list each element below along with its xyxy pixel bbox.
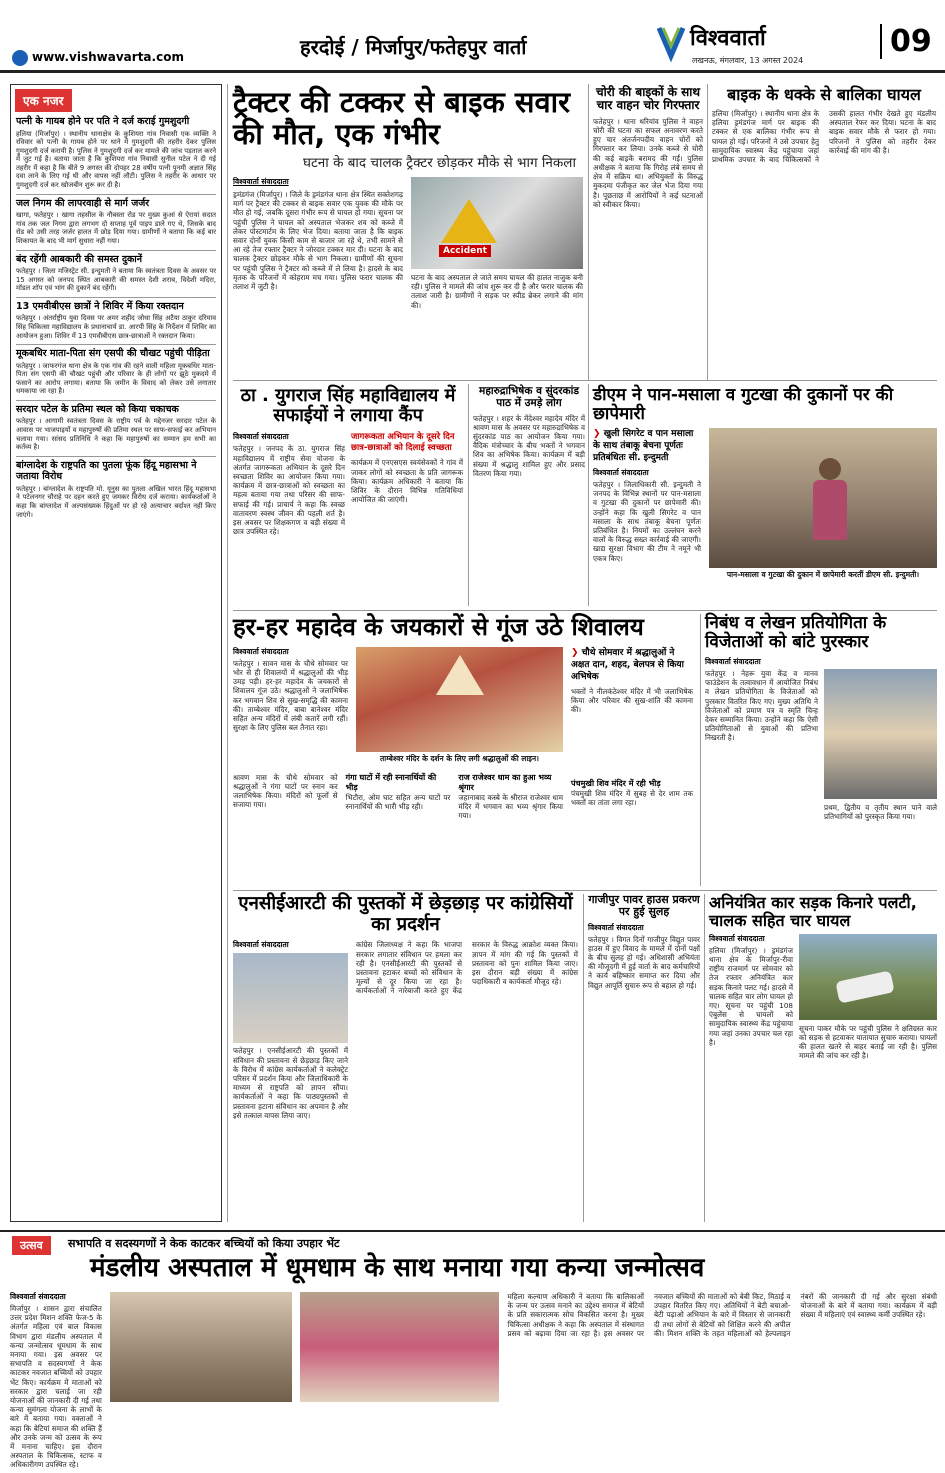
ek-nazar-item-body: फतेहपुर । बांग्लादेश के राष्ट्रपति मो. यूनुस का पुतला अखिल भारत हिंदू महासभा ने पटेलनगर चौराहे पर दहन करते हुए जमकर विरोध दर्ज कराया। कार्यकर्ताओं ने कहा कि बांग्लादेश में अल्पसंख्यक हिंदुओं पर हो रहे अत्याचार बर्दाश्त नहीं किए जाएंगे। (16, 484, 216, 519)
car-body-cont: सूचना पाकर मौके पर पहुंची पुलिस ने क्षतिग्रस्त कार को सड़क से हटवाकर यातायात सुचारु कराया। घायलों की हालत खतरे से बाहर बताई जा रही है। पुलिस मामले की जांच कर रही है। (799, 1023, 938, 1061)
ek-nazar-item-body: खागा, फतेहपुर । खागा तहसील के नौबस्ता रोड पर मुख्य कुआं से ऐरायां सदात गांव तक जल निगम द्वारा लगभग दो सप्ताह पूर्व पाइप डाले गए थे, जिसके बाद रोड को उसी तरह जर्जर हालत में छोड़ दिया गया। ग्रामीणों ने बताया कि कई बार शिकायत के बाद भी मार्ग सुधारा नहीं गया। (16, 211, 216, 245)
dm-bullet-text: खुली सिगरेट व पान मसाला के साथ तंबाकू बेचना पूर्णतः प्रतिबंधितः सी. इन्दुमती (593, 429, 694, 464)
bullet-icon: ❯ (593, 429, 604, 440)
car-icon (835, 970, 894, 1003)
lead-headline[interactable]: ट्रैक्टर की टक्कर से बाइक सवार की मौत, एक गंभीर (233, 85, 571, 152)
nibandh-headline[interactable]: निबंध व लेखन प्रतियोगिता के विजेताओं को बांटे पुरस्कार (705, 613, 887, 653)
nibandh-story (705, 614, 937, 886)
chori-headline[interactable]: चोरी की बाइकों के साथ चार वाहन चोर गिरफ्तार (595, 85, 701, 113)
masthead-rule (0, 70, 945, 73)
utsav-body: मिर्जापुर । शासन द्वारा संचालित उत्तर प्रदेश मिशन शक्ति फेज-5 के अंतर्गत महिला एवं बाल विकास विभाग द्वारा मंडलीय अस्पताल में कन्या जन्मोत्सव धूमधाम के साथ मनाया गया। इस अवसर पर सभापति व सदस्यगणों ने केक काटकर नवजात बच्चियों को उपहार भेंट किए। कार्यक्रम में माताओं को सरकार द्वारा चलाई जा रही योजनाओं की जानकारी दी गई तथा कन्या सुमंगला योजना के लाभों के बारे में बताया गया। वक्ताओं ने कहा कि बेटियां समाज की शक्ति हैं और उनके जन्म को उत्सव के रूप में मनाना चाहिए। इस दौरान अस्पताल के चिकित्सक, स्टाफ व अधिकारीगण उपस्थित रहे। (10, 1304, 102, 1470)
ek-nazar-item-title[interactable]: सरदार पटेल के प्रतिमा स्थल को किया चकाचक (16, 400, 216, 416)
lead-subhead: घटना के बाद चालक ट्रैक्टर छोड़कर मौके से भाग निकला (303, 154, 576, 171)
dateline: लखनऊ, मंगलवार, 13 अगस्त 2024 (692, 56, 804, 65)
camp-body: फतेहपुर । जनपद के ठा. युगराज सिंह महाविद्यालय में राष्ट्रीय सेवा योजना के अंतर्गत जागरूकता अभियान के दूसरे दिन स्वच्छता शिविर का आयोजन किया गया। कार्यक्रम में छात्र-छात्राओं को स्वच्छता का महत्व बताया गया तथा परिसर की साफ-सफाई की गई। प्राचार्य ने कहा कि स्वच्छ वातावरण स्वस्थ जीवन की पहली शर्त है। इस अवसर पर शिक्षकगण व बड़ी संख्या में छात्र उपस्थित रहे। (233, 444, 345, 537)
shivalay-body-3: भिटौरा, ओम घाट सहित अन्य घाटों पर स्नानार्थियों की भारी भीड़ रही। (345, 792, 451, 812)
divider (227, 84, 228, 1222)
camp-body-cont: कार्यक्रम में एनएसएस स्वयंसेवकों ने गांव में जाकर लोगों को स्वच्छता के प्रति जागरूक किया। कार्यक्रम अधिकारी ने बताया कि शिविर के दौरान विभिन्न गतिविधियां आयोजित की जाएंगी। (351, 458, 463, 505)
utsav-story (10, 1292, 937, 1468)
balika-story (712, 86, 936, 378)
shivalay-sub1: पंचमुखी शिव मंदिर में रही भीड़ (571, 778, 661, 788)
lead-byline: विश्ववार्ता संवाददाता (233, 176, 289, 186)
divider (588, 384, 589, 606)
ek-nazar-item-title[interactable]: बांग्लादेश के राष्ट्रपति का पुतला फूंक हिंदू महासभा ने जताया विरोध (16, 456, 216, 483)
utsav-photo-1 (110, 1292, 292, 1402)
page-number: 09 (880, 24, 932, 59)
divider (233, 890, 937, 891)
utsav-headline[interactable]: मंडलीय अस्पताल में धूमधाम के साथ मनाया गया कन्या जन्मोत्सव (90, 1253, 705, 1283)
ek-nazar-item (16, 400, 216, 452)
brand-logo-text: विश्ववार्ता (690, 26, 766, 51)
shivalay-body-2: श्रावण मास के चौथे सोमवार को श्रद्धालुओं ने गंगा घाटों पर स्नान कर जलाभिषेक किया। मंदिरों को फूलों से सजाया गया। (233, 772, 338, 810)
site-logo-icon (12, 50, 28, 66)
camp-story (233, 386, 463, 606)
shivalay-body: फतेहपुर । सावन मास के चौथे सोमवार पर भोर से ही शिवालयों में श्रद्धालुओं की भीड़ उमड़ पड़ी। हर-हर महादेव के जयकारों से शिवालय गूंज उठे। श्रद्धालुओं ने जलाभिषेक कर भगवान शिव से सुख-समृद्धि की कामना की। ताम्बेश्वर मंदिर, बाबा बानेश्वर मंदिर सहित अन्य मंदिरों में लंबी कतारें लगी रहीं। सुरक्षा के लिए पुलिस बल तैनात रहा। (233, 658, 348, 733)
car-story (709, 894, 937, 1222)
lead-body: ड्रमंडगंज (मिर्जापुर) । जिले के ड्रमंडगंज थाना क्षेत्र स्थित सक्तेशगढ़ मार्ग पर ट्रैक्टर की टक्कर से बाइक सवार एक युवक की मौके पर मौत हो गई, जबकि दूसरा गंभीर रूप से घायल हो गया। सूचना पर पहुंची पुलिस ने घायल को अस्पताल भेजकर शव को कब्जे में लेकर पोस्टमार्टम के लिए भेज दिया। बताया जाता है कि बाइक सवार दोनों युवक किसी काम से बाजार जा रहे थे, तभी सामने से आ रहे तेज रफ्तार ट्रैक्टर ने जोरदार टक्कर मार दी। घटना के बाद चालक ट्रैक्टर छोड़कर मौके से भाग निकला। ग्रामीणों की सूचना पर पहुंची पुलिस ने ट्रैक्टर को कब्जे में ले लिया है। हादसे के बाद मृतक के परिजनों में कोहराम मच गया। पुलिस फरार चालक की तलाश में जुटी है। (233, 189, 404, 291)
ek-nazar-column (10, 84, 222, 1222)
ncert-body: फतेहपुर । एनसीईआरटी की पुस्तकों में संविधान की प्रस्तावना से छेड़छाड़ किए जाने के विरोध में कांग्रेस कार्यकर्ताओं ने कलेक्ट्रेट परिसर में प्रदर्शन किया और जिलाधिकारी के माध्यम से राष्ट्रपति को ज्ञापन सौंपा। कार्यकर्ताओं ने कहा कि पाठ्यपुस्तकों से प्रस्तावना हटाना संविधान का अपमान है और इसे तत्काल वापस लिया जाए। (233, 1046, 348, 1120)
car-headline[interactable]: अनियंत्रित कार सड़क किनारे पलटी, चालक सहित चार घायल (709, 893, 917, 930)
shivalay-headline[interactable]: हर-हर महादेव के जयकारों से गूंज उठे शिवालय (233, 613, 644, 641)
camp-headline[interactable]: ठा . युगराज सिंह महाविद्यालय में सफाईयों ने लगाया कैंप (240, 385, 456, 427)
nibandh-body-cont: प्रथम, द्वितीय व तृतीय स्थान पाने वाले प्रतिभागियों को पुरस्कृत किया गया। (824, 803, 937, 822)
rudrabhishek-story (473, 386, 585, 606)
utsav-label: उत्सव (12, 1236, 51, 1255)
divider (583, 894, 584, 1222)
balika-headline[interactable]: बाइक के धक्के से बालिका घायल (727, 85, 921, 104)
utsav-kicker: सभापति व सदस्यगणों ने केक काटकर बच्चियों को किया उपहार भेंट (68, 1237, 340, 1250)
shivalay-caption: ताम्बेश्वर मंदिर के दर्शन के लिए लगी श्रद्धालुओं की लाइन। (380, 753, 539, 763)
divider (588, 84, 589, 381)
shivalay-side-body-2: पंचमुखी शिव मंदिर में सुबह से देर शाम तक भक्तों का तांता लगा रहा। (571, 788, 693, 808)
divider (233, 610, 937, 611)
accident-photo (411, 177, 583, 269)
ek-nazar-item-body: फतेहपुर । जाफरगंज थाना क्षेत्र के एक गांव की रहने वाली महिला मूकबधिर माता-पिता संग एसपी की चौखट पहुंची और परिवार के ही लोगों पर झूठे मुकदमे में फंसाने का आरोप लगाया। बताया कि जमीन के विवाद को लेकर उसे लगातार धमकाया जा रहा है। (16, 361, 216, 396)
utsav-photo-2 (300, 1292, 500, 1402)
bullet-icon: ❯ (571, 647, 582, 658)
divider (707, 84, 708, 381)
ek-nazar-item-title[interactable]: जल निगम की लापरवाही से मार्ग जर्जर (16, 194, 216, 210)
ek-nazar-item (16, 250, 216, 293)
ncert-byline: विश्ववार्ता संवाददाता (233, 940, 289, 950)
dm-photo (709, 428, 937, 568)
ek-nazar-item-body: फतेहपुर । आगामी स्वतंत्रता दिवस के राष्ट्रीय पर्व के मद्देनजर सरदार पटेल के आवास पर भाजपाइयों व महापुरुषों की प्रतिमा स्थल पर साफ-सफाई कर अभियान चलाया गया। सांसद प्रतिनिधि ने कहा कि महापुरुषों का सम्मान हम सभी का कर्तव्य है। (16, 417, 216, 452)
ek-nazar-item (16, 456, 216, 519)
ncert-photo (233, 953, 348, 1043)
shivalay-bullet-text: चौथे सोमवार में श्रद्धालुओं ने अक्षत दान, शहद, बेलपत्र से किया अभिषेक (571, 647, 684, 682)
temple-icon (436, 655, 484, 695)
ek-nazar-item (16, 194, 216, 246)
camp-byline: विश्ववार्ता संवाददाता (233, 432, 289, 442)
shivalay-sub2: गंगा घाटों में रही स्नानार्थियों की भीड़ (345, 772, 437, 792)
dm-byline: विश्ववार्ता संवाददाता (593, 468, 649, 478)
car-body: हलिया (मिर्जापुर) । ड्रमंडगंज थाना क्षेत्र के मिर्जापुर-रीवा राष्ट्रीय राजमार्ग पर सोमवार को तेज रफ्तार अनियंत्रित कार सड़क किनारे पलट गई। हादसे में चालक सहित चार लोग घायल हो गए। सूचना पर पहुंची 108 एंबुलेंस से घायलों को सामुदायिक स्वास्थ्य केंद्र पहुंचाया गया जहां उनका उपचार चल रहा है। (709, 945, 793, 1047)
shivalay-story (233, 614, 695, 886)
ghazipur-story (588, 894, 700, 1222)
utsav-body-cont: महिला कल्याण अधिकारी ने बताया कि बालिकाओं के जन्म पर उत्सव मनाने का उद्देश्य समाज में बेटियों के प्रति सकारात्मक सोच विकसित करना है। मुख्य चिकित्सा अधीक्षक ने कहा कि अस्पताल में संस्थागत प्रसव को बढ़ावा दिया जा रहा है। इस अवसर पर नवजात बच्चियों की माताओं को बेबी किट, मिठाई व उपहार वितरित किए गए। अतिथियों ने बेटी बचाओ-बेटी पढ़ाओ अभियान के बारे में विस्तार से जानकारी दी तथा लोगों से बेटियों को शिक्षित करने की अपील की। मिशन शक्ति के तहत महिलाओं को हेल्पलाइन नंबरों की जानकारी दी गई और सुरक्षा संबंधी योजनाओं के बारे में बताया गया। कार्यक्रम में बड़ी संख्या में महिलाएं एवं स्वास्थ्य कर्मी उपस्थित रहे। (507, 1292, 937, 1338)
shivalay-photo (356, 647, 563, 752)
ek-nazar-item-body: फतेहपुर । जिला मजिस्ट्रेट सी. इन्दुमती ने बताया कि स्वतंत्रता दिवस के अवसर पर 15 अगस्त को जनपद स्थित आबकारी की समस्त देशी शराब, विदेशी मदिरा, मॉडल शॉप एवं भांग की दुकानें बंद रहेंगी। (16, 267, 216, 293)
ghazipur-body: फतेहपुर । विगत दिनों गाजीपुर विद्युत पावर हाउस में हुए विवाद के मामले में दोनों पक्षों के बीच सुलह हो गई। अधिशासी अभियंता की मौजूदगी में हुई वार्ता के बाद कर्मचारियों ने कार्य बहिष्कार समाप्त कर दिया और विद्युत आपूर्ति सुचारु रूप से बहाल हो गई। (588, 934, 700, 990)
ek-nazar-item-body: फतेहपुर । अंतर्राष्ट्रीय युवा दिवस पर अमर शहीद जोधा सिंह अटैया ठाकुर दरियाव सिंह चिकित्सा महाविद्यालय के प्रधानाचार्य डा. आरपी सिंह के निर्देशन में शिविर का आयोजन हुआ। शिविर में 13 एमवीबीएस छात्र-छात्राओं ने रक्तदान किया। (16, 314, 216, 340)
chori-story (593, 86, 703, 378)
dm-headline[interactable]: डीएम ने पान-मसाला व गुटखा की दुकानों पर की छापेमारी (593, 385, 894, 425)
ek-nazar-item (16, 344, 216, 396)
lead-story (233, 86, 583, 374)
ncert-headline[interactable]: एनसीईआरटी की पुस्तकों में छेड़छाड़ पर कांग्रेसियों का प्रदर्शन (238, 893, 573, 935)
nibandh-body: फतेहपुर । नेहरू युवा केंद्र व मानव फाउंडेशन के तत्वावधान में आयोजित निबंध व लेखन प्रतियोगिता के विजेताओं को पुरस्कार वितरित किए गए। मुख्य अतिथि ने विजेताओं को प्रमाण पत्र व स्मृति चिन्ह देकर सम्मानित किया। उन्होंने कहा कि ऐसी प्रतियोगिताओं से युवाओं की प्रतिभा निखरती है। (705, 669, 818, 743)
nibandh-byline: विश्ववार्ता संवाददाता (705, 657, 761, 667)
camp-pull-quote: जागरूकता अभियान के दूसरे दिन छात्र-छात्राओं को दिलाई स्वच्छता (351, 432, 455, 454)
section-title: हरदोई / मिर्जापुर/फतेहपुर वार्ता (300, 35, 527, 59)
divider (468, 384, 469, 606)
ncert-body-cont: कांग्रेस जिलाध्यक्ष ने कहा कि भाजपा सरकार लगातार संविधान पर हमला कर रही है। एनसीईआरटी की पुस्तकों से प्रस्तावना हटाकर बच्चों को संविधान के मूल्यों से दूर किया जा रहा है। कार्यकर्ताओं ने नारेबाजी करते हुए केंद्र सरकार के विरुद्ध आक्रोश व्यक्त किया। ज्ञापन में मांग की गई कि पुस्तकों में प्रस्तावना को पुनः शामिल किया जाए। इस दौरान बड़ी संख्या में कांग्रेस पदाधिकारी व कार्यकर्ता मौजूद रहे। (356, 940, 578, 996)
accident-sign-icon (441, 199, 497, 243)
chori-body: फतेहपुर । थाना थरियांव पुलिस ने वाहन चोरी की घटना का सफल अनावरण करते हुए चार अंतर्जनपदीय वाहन चोरों को गिरफ्तार कर लिया। उनके कब्जे से चोरी की कई बाइकें बरामद की गईं। पुलिस अधीक्षक ने बताया कि गिरोह लंबे समय से क्षेत्र में सक्रिय था। अभियुक्तों के विरुद्ध मुकदमा पंजीकृत कर जेल भेज दिया गया है। पूछताछ में आरोपियों ने कई घटनाओं को स्वीकार किया। (593, 116, 703, 209)
shivalay-side-body: भक्तों ने नीलकंठेश्वर मंदिर में भी जलाभिषेक किया और परिवार की सुख-शांति की कामना की। (571, 686, 693, 715)
ek-nazar-item-title[interactable]: बंद रहेंगी आबकारी की समस्त दुकानें (16, 250, 216, 266)
ncert-story (233, 894, 578, 1222)
ghazipur-byline: विश्ववार्ता संवाददाता (588, 922, 644, 932)
brand-logo-icon (657, 24, 685, 60)
ek-nazar-item-title[interactable]: मूकबधिर माता-पिता संग एसपी की चौखट पहुंची पीड़िता (16, 344, 216, 360)
dm-bullet (593, 428, 701, 464)
dm-person-icon (819, 458, 841, 480)
ek-nazar-item (16, 116, 216, 190)
utsav-top-rule (0, 1230, 945, 1232)
site-url[interactable]: www.vishwavarta.com (32, 50, 184, 64)
rudrabhishek-headline[interactable]: महारुद्राभिषेक व सुंदरकांड पाठ में उमड़े लोग (479, 385, 579, 409)
ek-nazar-item-title[interactable]: पत्नी के गायब होने पर पति ने दर्ज कराई गुमशुदगी (16, 116, 190, 127)
divider (700, 614, 701, 886)
ek-nazar-list (11, 116, 221, 519)
balika-body: हलिया (मिर्जापुर) । स्थानीय थाना क्षेत्र के हलिया ड्रमंडगंज मार्ग पर बाइक की टक्कर से एक बालिका गंभीर रूप से घायल हो गई। परिजनों ने उसे उपचार हेतु सामुदायिक स्वास्थ्य केंद्र पहुंचाया जहां प्राथमिक उपचार के बाद चिकित्सकों ने उसकी हालत गंभीर देखते हुए मंडलीय अस्पताल रेफर कर दिया। घटना के बाद बाइक सवार मौके से फरार हो गया। परिजनों ने पुलिस को तहरीर देकर कार्रवाई की मांग की है। (712, 108, 936, 164)
rudrabhishek-body: फतेहपुर । शहर के मेंदेश्वर महादेव मंदिर में श्रावण मास के अवसर पर महारुद्राभिषेक व सुंदरकांड पाठ का आयोजन किया गया। वैदिक मंत्रोच्चार के बीच भक्तों ने भगवान शिव का अभिषेक किया। कार्यक्रम में बड़ी संख्या में श्रद्धालु शामिल हुए और प्रसाद वितरण किया गया। (473, 413, 585, 478)
nibandh-photo (824, 669, 937, 799)
ek-nazar-item-title[interactable]: 13 एमवीबीएस छात्रों ने शिविर में किया रक्तदान (16, 297, 216, 313)
shivalay-sub3: राज राजेश्वर धाम का हुआ भव्य श्रृंगार (458, 772, 552, 792)
shivalay-body-4: जहानाबाद कस्बे के श्रीराज राजेश्वर धाम मंदिर में भगवान का भव्य श्रृंगार किया गया। (458, 792, 564, 821)
lead-body-cont: घटना के बाद अस्पताल ले जाते समय घायल की हालत नाजुक बनी रही। पुलिस ने मामले की जांच शुरू कर दी है और फरार चालक की तलाश जारी है। ग्रामीणों ने सड़क पर स्पीड ब्रेकर लगाने की मांग की। (411, 272, 583, 310)
car-byline: विश्ववार्ता संवाददाता (709, 933, 765, 943)
accident-label: Accident (439, 245, 491, 257)
ghazipur-headline[interactable]: गाजीपुर पावर हाउस प्रकरण पर हुई सुलह (588, 893, 700, 919)
dm-caption: पान-मसाला व गुटखा की दुकान में छापेमारी करतीं डीएम सी. इन्दुमती। (726, 570, 920, 580)
car-photo (799, 934, 937, 1020)
divider (233, 380, 937, 381)
dm-body: फतेहपुर । जिलाधिकारी सी. इन्दुमती ने जनपद के विभिन्न स्थानों पर पान-मसाला व गुटखा की दुकानों पर छापेमारी की। उन्होंने कहा कि खुली सिगरेट व पान मसाला के साथ तंबाकू बेचना पूर्णतः प्रतिबंधित है। नियमों का उल्लंघन करने वालों के विरुद्ध सख्त कार्रवाई की जाएगी। खाद्य सुरक्षा विभाग की टीम ने नमूने भी एकत्र किए। (593, 480, 701, 563)
dm-story (593, 386, 937, 606)
shivalay-byline: विश्ववार्ता संवाददाता (233, 646, 289, 656)
utsav-byline: विश्ववार्ता संवाददाता (10, 1292, 66, 1301)
ek-nazar-item-body: हलिया (मिर्जापुर) । स्थानीय थानाक्षेत्र के कुशियरा गांव निवासी एक व्यक्ति ने रविवार को पत्नी के गायब होने पर थाने में गुमशुदगी की तहरीर देकर पुलिस गुमशुदगी दर्ज करायी है। पुलिस ने गुमशुदगी दर्ज कर मामले की जांच पड़ताल करने में जुट गई है। बताया जाता है कि कुशियरा गांव निवासी सुनील पटेल ने दी गई तहरीर में कहा है कि बीते 9 अगस्त की दोपहर 28 वर्षीय पत्नी पूनमी अज्ञात सिंह दवा लाने के लिए गई थी और वापस नहीं लौटी। पुलिस ने तहरीर के आधार पर गुमशुदगी दर्ज कर खोजबीन शुरू कर दी है। (16, 129, 216, 190)
shivalay-bullet (571, 647, 693, 683)
ek-nazar-label: एक नजर (15, 89, 72, 112)
ek-nazar-item (16, 297, 216, 340)
divider (704, 894, 705, 1222)
